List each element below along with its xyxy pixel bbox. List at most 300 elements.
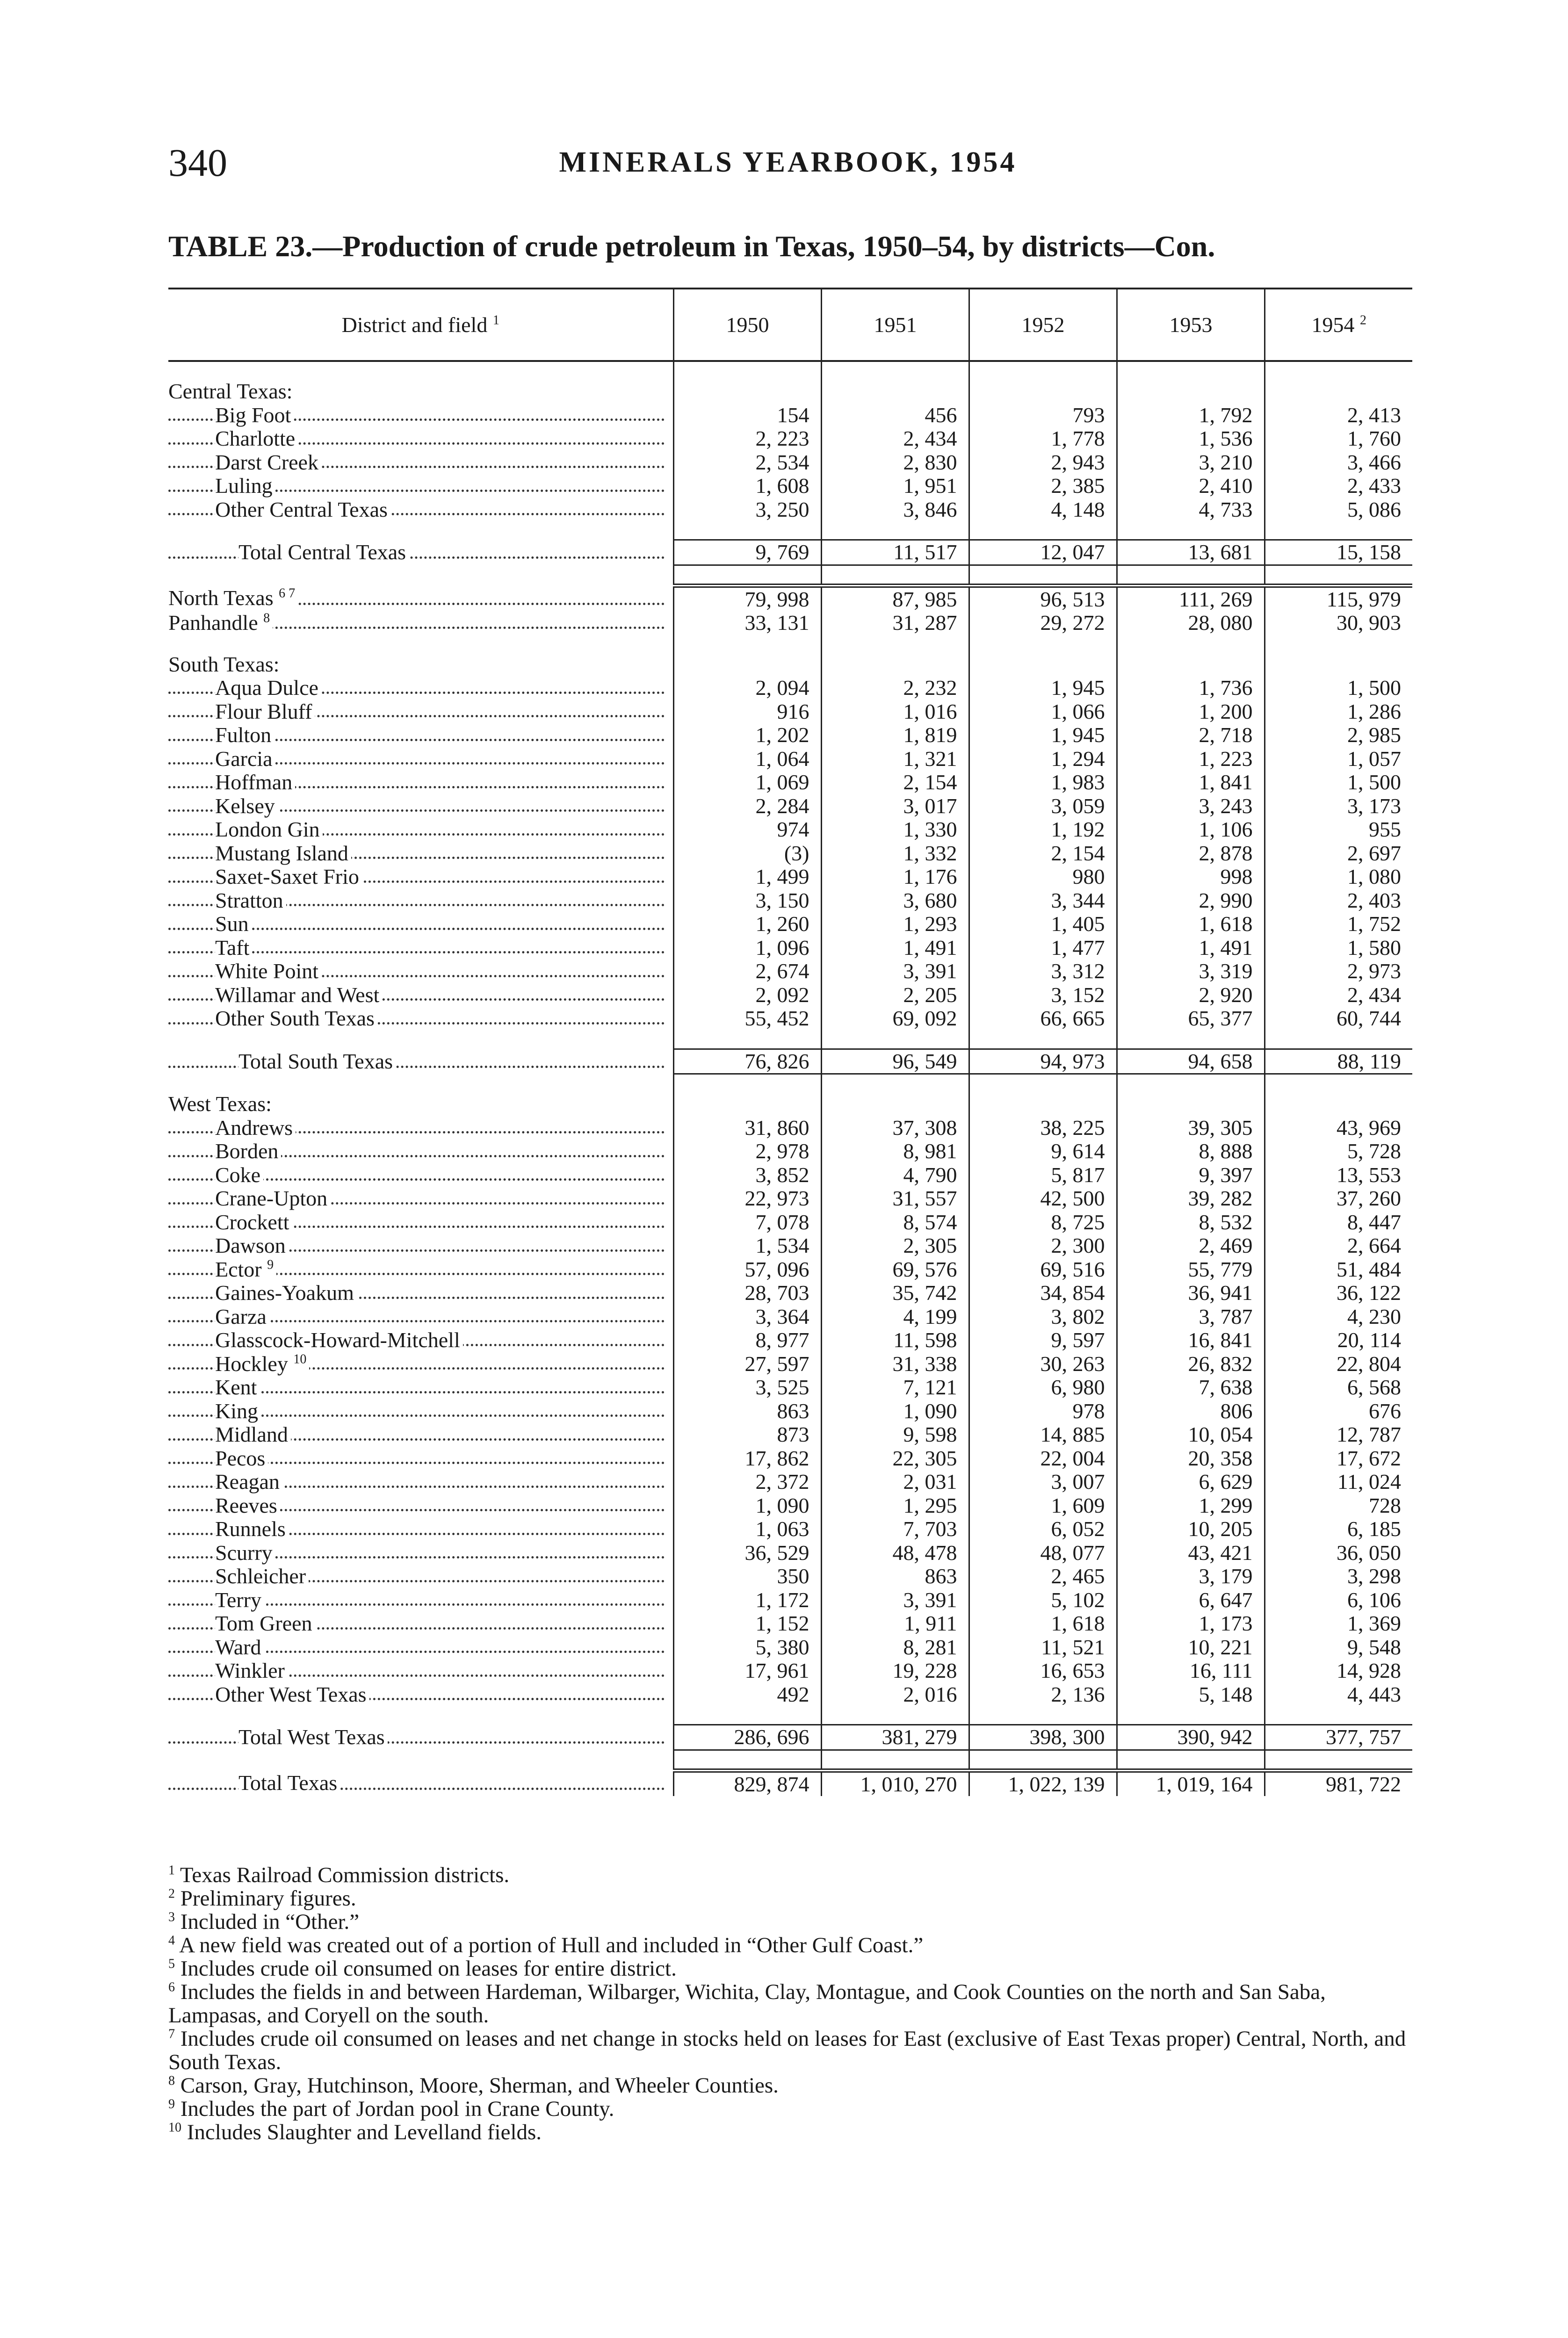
table-row — [168, 794, 1412, 818]
value-cell: 3, 017 — [821, 794, 969, 818]
value-cell: 1, 069 — [673, 771, 821, 794]
row-name: Luling — [215, 474, 273, 498]
value-cell: 377, 757 — [1265, 1725, 1412, 1750]
row-label-text — [215, 1400, 261, 1423]
value-cell: 2, 718 — [1117, 723, 1265, 747]
footnote-mark: 5 — [168, 1956, 175, 1971]
column-header-year: 1953 — [1117, 289, 1265, 361]
spacer-cell — [1265, 565, 1412, 585]
value-cell: 43, 421 — [1117, 1541, 1265, 1565]
row-label — [168, 1400, 673, 1423]
row-label — [168, 983, 673, 1007]
row-name: Kelsey — [215, 794, 275, 818]
value-cell: 2, 284 — [673, 794, 821, 818]
value-cell: 1, 945 — [969, 676, 1117, 700]
value-cell: 3, 466 — [1265, 451, 1412, 475]
spacer-cell — [1117, 1074, 1265, 1093]
column-header-year: 1950 — [673, 289, 821, 361]
value-cell: 9, 397 — [1117, 1163, 1265, 1187]
empty-cell — [673, 380, 821, 404]
value-cell: 2, 664 — [1265, 1234, 1412, 1258]
value-cell: 11, 024 — [1265, 1470, 1412, 1494]
row-label-text — [215, 1163, 263, 1187]
value-cell: 5, 086 — [1265, 498, 1412, 522]
value-cell: 2, 372 — [673, 1470, 821, 1494]
row-label-text — [215, 912, 252, 936]
value-cell: 873 — [673, 1423, 821, 1447]
value-cell: 2, 031 — [821, 1470, 969, 1494]
spacer-cell — [168, 635, 673, 653]
value-cell: 43, 969 — [1265, 1116, 1412, 1140]
row-label — [168, 1163, 673, 1187]
value-cell: 381, 279 — [821, 1725, 969, 1750]
value-cell: 5, 728 — [1265, 1140, 1412, 1163]
value-cell: 1, 536 — [1117, 427, 1265, 451]
row-label — [168, 1328, 673, 1352]
footnote-text: Includes Slaughter and Levelland fields. — [187, 2120, 542, 2144]
spacer-cell — [673, 521, 821, 540]
spacer-cell — [1117, 1706, 1265, 1725]
row-name: Other Central Texas — [215, 498, 388, 521]
value-cell: 3, 391 — [821, 960, 969, 983]
row-label — [168, 540, 673, 565]
section-heading: West Texas: — [168, 1092, 272, 1116]
value-cell: 2, 465 — [969, 1565, 1117, 1588]
row-label-text — [215, 1305, 269, 1328]
row-spacer — [168, 1074, 1412, 1093]
row-label-text — [215, 1565, 309, 1588]
value-cell: 1, 580 — [1265, 936, 1412, 960]
value-cell: 4, 230 — [1265, 1305, 1412, 1329]
row-label — [168, 427, 673, 451]
footnote — [168, 1934, 1412, 1957]
row-label-text — [215, 1588, 264, 1612]
row-label-text — [215, 960, 321, 983]
footnote — [168, 1957, 1412, 1980]
footnote-text: Included in “Other.” — [180, 1910, 360, 1934]
empty-cell — [673, 1092, 821, 1116]
row-label-text — [215, 700, 315, 723]
row-name: Crockett — [215, 1210, 289, 1234]
row-label — [168, 1447, 673, 1471]
column-header-district: District and field $^1$ — [168, 289, 673, 361]
spacer-cell — [1265, 1031, 1412, 1049]
footnote-text: A new field was created out of a portion of Hull and included in “Other Gulf Coast.” — [179, 1933, 924, 1957]
table-row — [168, 1007, 1412, 1031]
empty-cell — [969, 653, 1117, 677]
value-cell: 13, 553 — [1265, 1163, 1412, 1187]
footnote — [168, 2027, 1412, 2074]
spacer-cell — [1117, 1750, 1265, 1770]
value-cell: 2, 878 — [1117, 842, 1265, 866]
value-cell: 1, 608 — [673, 474, 821, 498]
value-cell: 1, 293 — [821, 912, 969, 936]
row-label — [168, 771, 673, 794]
spacer-cell — [821, 565, 969, 585]
row-label — [168, 1140, 673, 1163]
spacer-cell — [1117, 361, 1265, 380]
value-cell: 8, 725 — [969, 1211, 1117, 1234]
row-label — [168, 451, 673, 475]
table-row — [168, 1659, 1412, 1683]
value-cell: 6, 647 — [1117, 1588, 1265, 1612]
table-row — [168, 747, 1412, 771]
value-cell: 1, 951 — [821, 474, 969, 498]
row-spacer — [168, 1031, 1412, 1049]
running-title: MINERALS YEARBOOK, 1954 — [559, 146, 1017, 178]
value-cell: 1, 080 — [1265, 865, 1412, 889]
table-row — [168, 1234, 1412, 1258]
value-cell: 916 — [673, 700, 821, 724]
row-label-text — [215, 936, 252, 960]
value-cell: 3, 210 — [1117, 451, 1265, 475]
value-cell: 30, 263 — [969, 1352, 1117, 1376]
value-cell: 6, 106 — [1265, 1588, 1412, 1612]
value-cell: 1, 176 — [821, 865, 969, 889]
empty-cell — [821, 1092, 969, 1116]
value-cell: 1, 819 — [821, 723, 969, 747]
table-title: TABLE 23.—Production of crude petroleum in Texas, 1950–54, by districts—Con. — [168, 230, 1215, 263]
value-cell: 96, 549 — [821, 1049, 969, 1074]
value-cell: 3, 391 — [821, 1588, 969, 1612]
spacer-cell — [1117, 635, 1265, 653]
footnote-mark: 7 — [168, 2027, 175, 2042]
value-cell: 4, 199 — [821, 1305, 969, 1329]
value-cell: 1, 106 — [1117, 818, 1265, 842]
table-row — [168, 1211, 1412, 1234]
row-name: Garza — [215, 1305, 267, 1328]
value-cell: 1, 369 — [1265, 1612, 1412, 1636]
footnote-text: Preliminary figures. — [180, 1886, 356, 1911]
row-label — [168, 960, 673, 983]
row-name: Saxet-Saxet Frio — [215, 865, 359, 888]
row-name: Panhandle — [168, 611, 258, 635]
table-row — [168, 1187, 1412, 1211]
value-cell: 17, 961 — [673, 1659, 821, 1683]
value-cell: 2, 973 — [1265, 960, 1412, 983]
value-cell: 31, 557 — [821, 1187, 969, 1211]
table-row — [168, 960, 1412, 983]
value-cell: 48, 478 — [821, 1541, 969, 1565]
value-cell: 1, 152 — [673, 1612, 821, 1636]
value-cell: 3, 179 — [1117, 1565, 1265, 1588]
value-cell: 863 — [821, 1565, 969, 1588]
value-cell: 1, 063 — [673, 1517, 821, 1541]
row-name: King — [215, 1399, 258, 1423]
value-cell: 27, 597 — [673, 1352, 821, 1376]
value-cell: 6, 185 — [1265, 1517, 1412, 1541]
value-cell: 3, 525 — [673, 1376, 821, 1400]
table-row — [168, 1683, 1412, 1707]
total-row — [168, 540, 1412, 565]
value-cell: 3, 007 — [969, 1470, 1117, 1494]
row-name: Total South Texas — [238, 1049, 393, 1073]
value-cell: 22, 004 — [969, 1447, 1117, 1471]
value-cell: 2, 943 — [969, 451, 1117, 475]
value-cell: 2, 385 — [969, 474, 1117, 498]
value-cell: 1, 911 — [821, 1612, 969, 1636]
value-cell: 2, 697 — [1265, 842, 1412, 866]
value-cell: 981, 722 — [1265, 1770, 1412, 1796]
value-cell: 2, 830 — [821, 451, 969, 475]
row-label — [168, 889, 673, 913]
row-spacer — [168, 1750, 1412, 1770]
table-row — [168, 676, 1412, 700]
value-cell: 5, 148 — [1117, 1683, 1265, 1707]
value-cell: 65, 377 — [1117, 1007, 1265, 1031]
row-name: Other South Texas — [215, 1007, 375, 1030]
row-label — [168, 865, 673, 889]
value-cell: 16, 111 — [1117, 1659, 1265, 1683]
value-cell: 10, 205 — [1117, 1517, 1265, 1541]
value-cell: 8, 981 — [821, 1140, 969, 1163]
spacer-cell — [168, 1074, 673, 1093]
spacer-cell — [821, 1074, 969, 1093]
empty-cell — [821, 380, 969, 404]
value-cell: 1, 736 — [1117, 676, 1265, 700]
value-cell: 7, 703 — [821, 1517, 969, 1541]
spacer-cell — [969, 1031, 1117, 1049]
value-cell: 96, 513 — [969, 585, 1117, 611]
empty-cell — [1117, 380, 1265, 404]
row-spacer — [168, 521, 1412, 540]
row-label-text — [215, 889, 286, 912]
empty-cell — [821, 653, 969, 677]
table-row — [168, 1588, 1412, 1612]
footnote — [168, 1863, 1412, 1887]
value-cell: 1, 792 — [1117, 404, 1265, 427]
value-cell: 1, 172 — [673, 1588, 821, 1612]
spacer-cell — [821, 1706, 969, 1725]
row-label — [168, 1049, 673, 1074]
empty-cell — [1117, 653, 1265, 677]
value-cell: 2, 413 — [1265, 404, 1412, 427]
row-label — [168, 1612, 673, 1636]
row-label-text — [215, 474, 275, 498]
row-label — [168, 404, 673, 427]
spacer-cell — [168, 1706, 673, 1725]
row-name: Coke — [215, 1163, 261, 1187]
value-cell: 11, 598 — [821, 1328, 969, 1352]
spacer-cell — [168, 521, 673, 540]
value-cell: 3, 344 — [969, 889, 1117, 913]
row-name: Hoffman — [215, 771, 293, 794]
value-cell: 7, 638 — [1117, 1376, 1265, 1400]
spacer-cell — [1265, 361, 1412, 380]
footnote — [168, 2074, 1412, 2097]
value-cell: 111, 269 — [1117, 585, 1265, 611]
value-cell: 2, 674 — [673, 960, 821, 983]
spacer-cell — [1265, 521, 1412, 540]
footnote — [168, 2121, 1412, 2144]
row-label-text — [215, 1116, 296, 1140]
row-label-text — [215, 1659, 288, 1682]
table-row — [168, 865, 1412, 889]
row-label — [168, 1234, 673, 1258]
value-cell: 1, 945 — [969, 723, 1117, 747]
row-label-text — [215, 1683, 369, 1706]
row-label — [168, 1258, 673, 1282]
value-cell: 51, 484 — [1265, 1258, 1412, 1282]
value-cell: 1, 321 — [821, 747, 969, 771]
value-cell: 17, 672 — [1265, 1447, 1412, 1471]
column-header-year: 1954 $^2$ — [1265, 289, 1412, 361]
row-label — [168, 700, 673, 724]
row-name: Flour Bluff — [215, 700, 312, 723]
value-cell: 36, 941 — [1117, 1281, 1265, 1305]
row-label — [168, 1517, 673, 1541]
table-row — [168, 1400, 1412, 1423]
value-cell: 1, 260 — [673, 912, 821, 936]
spacer-cell — [168, 361, 673, 380]
row-spacer — [168, 361, 1412, 380]
value-cell: 2, 534 — [673, 451, 821, 475]
value-cell: 2, 154 — [821, 771, 969, 794]
row-name: Dawson — [215, 1234, 286, 1257]
row-name: Hockley — [215, 1352, 288, 1376]
row-label — [168, 1770, 673, 1796]
value-cell: 22, 804 — [1265, 1352, 1412, 1376]
value-cell: 1, 330 — [821, 818, 969, 842]
row-label — [168, 936, 673, 960]
row-label-text — [238, 1049, 396, 1073]
value-cell: 7, 078 — [673, 1211, 821, 1234]
row-label-text — [215, 1494, 280, 1517]
footnote-text: Includes crude oil consumed on leases for entire district. — [180, 1956, 677, 1981]
row-label — [168, 1423, 673, 1447]
section-heading-row — [168, 1092, 1412, 1116]
row-name: Fulton — [215, 723, 272, 747]
row-spacer — [168, 565, 1412, 585]
value-cell: 492 — [673, 1683, 821, 1707]
value-cell: 9, 614 — [969, 1140, 1117, 1163]
row-label — [168, 1376, 673, 1400]
footnote-mark: 3 — [168, 1910, 175, 1925]
row-name: Charlotte — [215, 427, 296, 450]
value-cell: 1, 500 — [1265, 676, 1412, 700]
row-name: Glasscock-Howard-Mitchell — [215, 1328, 460, 1352]
row-name: Schleicher — [215, 1565, 306, 1588]
value-cell: 2, 016 — [821, 1683, 969, 1707]
spacer-cell — [673, 361, 821, 380]
value-cell: 3, 319 — [1117, 960, 1265, 983]
value-cell: 8, 532 — [1117, 1211, 1265, 1234]
row-label — [168, 1116, 673, 1140]
value-cell: 3, 150 — [673, 889, 821, 913]
value-cell: 806 — [1117, 1400, 1265, 1423]
row-label — [168, 1494, 673, 1518]
row-label — [168, 794, 673, 818]
value-cell: 2, 232 — [821, 676, 969, 700]
row-spacer — [168, 635, 1412, 653]
value-cell: 350 — [673, 1565, 821, 1588]
footnote-text: Includes the part of Jordan pool in Crane County. — [180, 2097, 614, 2121]
row-name: Stratton — [215, 888, 283, 912]
value-cell: 998 — [1117, 865, 1265, 889]
value-cell: 69, 516 — [969, 1258, 1117, 1282]
row-name: Darst Creek — [215, 450, 318, 474]
spacer-cell — [969, 1750, 1117, 1770]
spacer-cell — [1265, 635, 1412, 653]
empty-cell — [1265, 380, 1412, 404]
value-cell: 3, 802 — [969, 1305, 1117, 1329]
value-cell: 3, 846 — [821, 498, 969, 522]
row-name: Aqua Dulce — [215, 676, 318, 700]
row-name: Tom Green — [215, 1612, 312, 1635]
value-cell: 6, 052 — [969, 1517, 1117, 1541]
row-name: Total Texas — [238, 1771, 338, 1795]
value-cell: 35, 742 — [821, 1281, 969, 1305]
spacer-cell — [673, 565, 821, 585]
value-cell: 8, 977 — [673, 1328, 821, 1352]
value-cell: 3, 680 — [821, 889, 969, 913]
value-cell: 31, 860 — [673, 1116, 821, 1140]
row-name: North Texas — [168, 586, 274, 610]
row-name: Terry — [215, 1588, 261, 1612]
table-row — [168, 700, 1412, 724]
value-cell: 2, 978 — [673, 1140, 821, 1163]
row-name: Other West Texas — [215, 1682, 367, 1706]
value-cell: 15, 158 — [1265, 540, 1412, 565]
footnote — [168, 1980, 1412, 2027]
row-label-text — [215, 842, 351, 865]
value-cell: 87, 985 — [821, 585, 969, 611]
spacer-cell — [1117, 1031, 1265, 1049]
value-cell: 30, 903 — [1265, 611, 1412, 635]
footnote-text: Includes crude oil consumed on leases and net change in stocks held on leases for East (exclusive of East Texas proper) Central, North, and South Texas. — [168, 2027, 1406, 2074]
value-cell: 22, 305 — [821, 1447, 969, 1471]
value-cell: 390, 942 — [1117, 1725, 1265, 1750]
value-cell: 2, 403 — [1265, 889, 1412, 913]
row-label — [168, 1305, 673, 1329]
value-cell: 1, 066 — [969, 700, 1117, 724]
table-row — [168, 585, 1412, 611]
table-row — [168, 912, 1412, 936]
table-row — [168, 1305, 1412, 1329]
table-row — [168, 1565, 1412, 1588]
row-name: Reagan — [215, 1470, 280, 1494]
column-header-year: 1951 — [821, 289, 969, 361]
row-label — [168, 1565, 673, 1588]
footnote-text: Texas Railroad Commission districts. — [180, 1863, 510, 1887]
value-cell: 69, 092 — [821, 1007, 969, 1031]
value-cell: 28, 703 — [673, 1281, 821, 1305]
spacer-cell — [1117, 565, 1265, 585]
grand-total-row — [168, 1770, 1412, 1796]
value-cell: 398, 300 — [969, 1725, 1117, 1750]
value-cell: 2, 223 — [673, 427, 821, 451]
row-label-text — [215, 865, 362, 888]
value-cell: 55, 779 — [1117, 1258, 1265, 1282]
table-row — [168, 983, 1412, 1007]
value-cell: 2, 136 — [969, 1683, 1117, 1707]
row-label-text — [215, 771, 295, 794]
value-cell: 36, 122 — [1265, 1281, 1412, 1305]
value-cell: 16, 653 — [969, 1659, 1117, 1683]
value-cell: 1, 609 — [969, 1494, 1117, 1518]
row-name: Winkler — [215, 1659, 285, 1682]
value-cell: 115, 979 — [1265, 585, 1412, 611]
row-label — [168, 1588, 673, 1612]
row-label — [168, 676, 673, 700]
value-cell: 57, 096 — [673, 1258, 821, 1282]
production-table — [168, 288, 1412, 1796]
value-cell: 1, 778 — [969, 427, 1117, 451]
table-row — [168, 842, 1412, 866]
value-cell: 5, 102 — [969, 1588, 1117, 1612]
row-label — [168, 1352, 673, 1376]
row-label-text — [215, 1211, 292, 1234]
